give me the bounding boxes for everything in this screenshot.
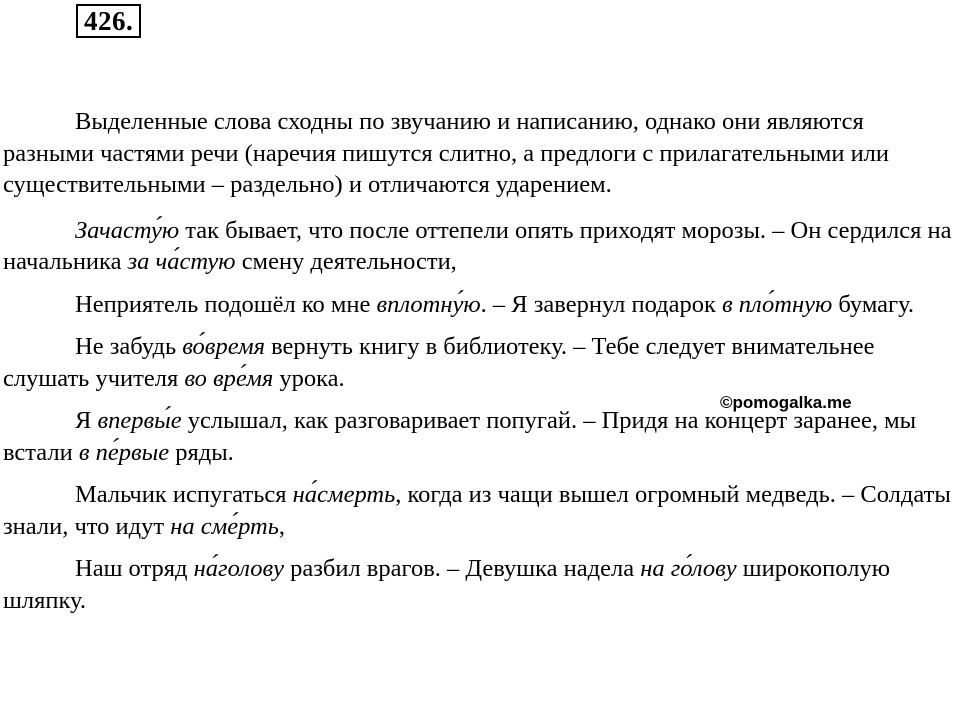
example-text: разбил врагов. – Девушка надела [283,555,641,582]
example-text: ряды. [169,438,234,466]
example-text: Наш отряд [75,555,194,582]
watermark: ©pomogalka.me [720,393,852,412]
example-paragraph [3,289,958,321]
example-text: Мальчик испугаться [75,481,293,508]
example-text: Не забудь [75,333,183,360]
highlighted-word: в пе́рвые [78,438,170,466]
example-paragraph [3,405,958,468]
highlighted-word: во вре́мя [184,364,274,392]
example-text: Я [75,407,98,434]
highlighted-word: Зачасту́ю [75,216,180,244]
highlighted-word: в пло́тную [722,290,833,318]
example-text: смену деятельности, [235,248,457,275]
example-paragraph [3,553,958,616]
example-text: вернуть книгу в библиотеку. – Тебе следует внимательнее слушать учителя [3,333,875,392]
example-text: широкополую шляпку. [3,555,891,614]
example-text: урока. [273,364,345,392]
example-text: услышал, как разговаривает попугай. – Придя на концерт заранее, мы встали [3,407,917,466]
intro-paragraph: Выделенные слова сходны по звучанию и написанию, однако они являются разными частями речи (наречия пишутся слитно, а предлоги с прилагательными или существительными – раздельно) и отличаются ударением. [3,108,890,198]
example-text: так бывает, что после оттепели опять приходят морозы. – Он сердился на начальника [3,216,952,275]
highlighted-word: на́голову [193,555,284,582]
example-text: , [278,512,286,540]
example-paragraph [3,215,958,278]
highlighted-word: на́смерть [292,481,396,508]
answer-text [3,106,958,627]
highlighted-word: на сме́рть [170,512,279,540]
example-text: . – Я завернул подарок [480,290,723,318]
highlighted-word: впервы́е [97,407,182,434]
exercise-number: 426. [76,4,141,38]
highlighted-word: вплотну́ю [376,290,481,318]
highlighted-word: на го́лову [640,555,737,582]
highlighted-word: за ча́стую [127,248,236,275]
examples-list [3,215,958,617]
highlighted-word: во́время [182,333,265,360]
example-paragraph [3,331,958,394]
example-text: , когда из чащи вышел огромный медведь. – Солдаты знали, что идут [3,481,951,540]
example-paragraph [3,479,958,542]
example-text: бумагу. [832,290,915,318]
example-text: Неприятель подошёл ко мне [75,290,377,318]
